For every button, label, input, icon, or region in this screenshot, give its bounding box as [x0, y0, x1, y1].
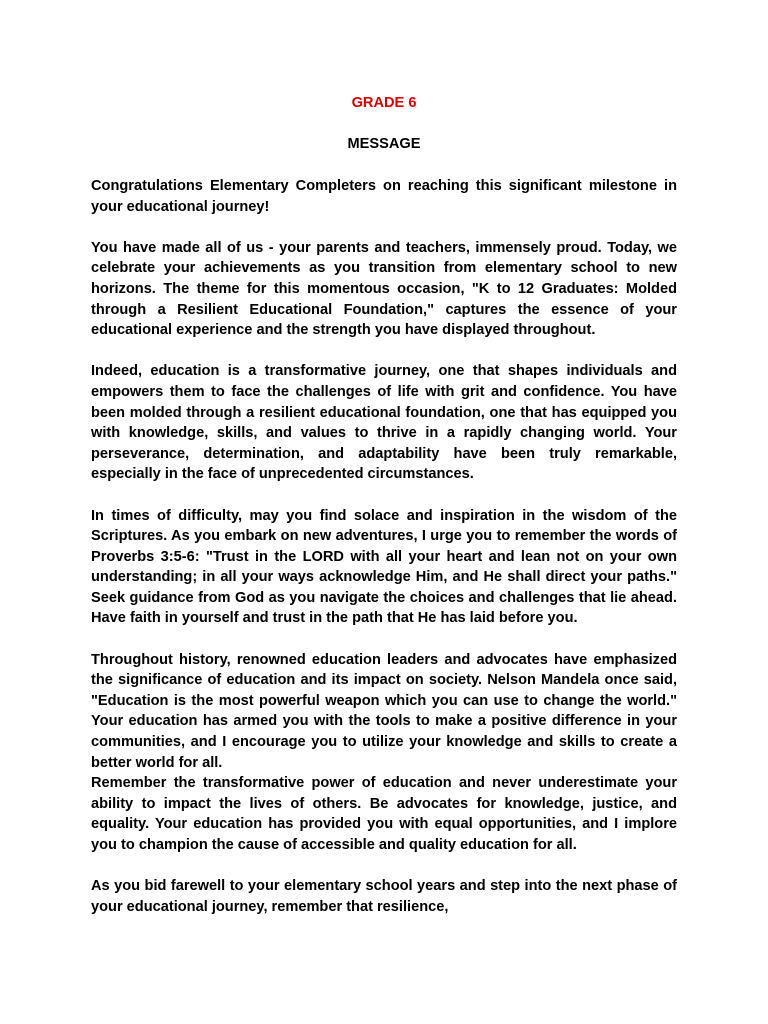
paragraph-history: Throughout history, renowned education leaders and advocates have emphasized the significance of education and its impact on society. Nelson Mandela once said, "Education is the most powerful weapon which you can use to change the world." Your education has armed you with the tools to make a positive difference in your communities, and I encourage you to utilize your knowledge and skills to create a better world for all.: [91, 651, 677, 771]
message-body: [91, 176, 677, 917]
grade-heading: GRADE 6: [351, 95, 417, 111]
paragraph-scriptures: In times of difficulty, may you find solace and inspiration in the wisdom of the Scriptures. As you embark on new adventures, I urge you to remember the words of Proverbs 3:5-6: "Trust in the LORD with all your heart and lean not on your own understanding; in all your ways acknowledge Him, and He shall direct your paths." Seek guidance from God as you navigate the choices and challenges that lie ahead. Have faith in yourself and trust in the path that He has laid before you.: [91, 507, 677, 627]
paragraph-farewell: As you bid farewell to your elementary school years and step into the next phase of your educational journey, remember that resilience,: [91, 878, 677, 915]
paragraph-congratulations: Congratulations Elementary Completers on reaching this significant milestone in your educational journey!: [91, 178, 677, 215]
paragraph-remember: Remember the transformative power of education and never underestimate your ability to impact the lives of others. Be advocates for knowledge, justice, and equality. Your education has provided you with equal opportunities, and I implore you to champion the cause of accessible and quality education for all.: [91, 775, 677, 853]
paragraph-transformative-journey: Indeed, education is a transformative journey, one that shapes individuals and empowers them to face the challenges of life with grit and confidence. You have been molded through a resilient educational foundation, one that has equipped you with knowledge, skills, and values to thrive in a rapidly changing world. Your perseverance, determination, and adaptability have been truly remarkable, especially in the face of unprecedented circumstances.: [91, 363, 677, 483]
message-heading: MESSAGE: [347, 136, 421, 152]
paragraph-proud: You have made all of us - your parents and teachers, immensely proud. Today, we celebrate your achievements as you transition from elementary school to new horizons. The theme for this momentous occasion, "K to 12 Graduates: Molded through a Resilient Educational Foundation," captures the essence of your educational experience and the strength you have displayed throughout.: [91, 239, 677, 339]
